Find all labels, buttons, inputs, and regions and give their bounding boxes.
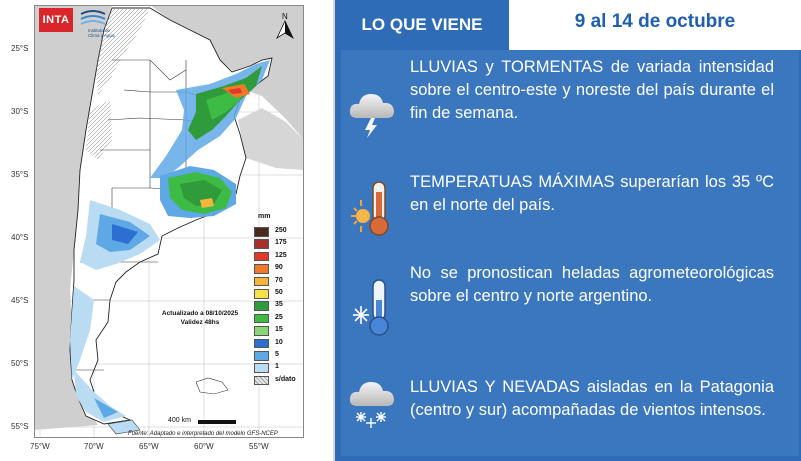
lon-label: 70°W: [84, 442, 104, 451]
lon-label: 65°W: [139, 442, 159, 451]
section-tab: LO QUE VIENE: [335, 0, 509, 50]
legend-swatch: [254, 277, 269, 287]
update-note: [150, 309, 250, 327]
legend-swatch: [254, 289, 269, 299]
source-note: Fuente: Adaptado e interpretado del modelo GFS-NCEP: [128, 431, 278, 437]
malvinas-islands: [196, 378, 228, 394]
lat-label: 30°S: [11, 107, 29, 116]
legend-swatch: [254, 326, 269, 336]
forecast-text-patagonia: LLUVIAS Y NEVADAS aisladas en la Patagonia (centro y sur) acompañadas de vientos intensos.: [410, 378, 774, 419]
lat-label: 45°S: [11, 296, 29, 305]
legend-label: 70: [275, 276, 283, 284]
storm-cloud-icon: [347, 84, 397, 140]
legend-label: 25: [275, 313, 283, 321]
legend-swatch: [254, 314, 269, 324]
lat-label: 25°S: [11, 44, 29, 53]
snow-cloud-icon: [347, 374, 399, 430]
legend-swatch: [254, 351, 269, 361]
forecast-text-frost: No se pronostican heladas agrometeorológicas sobre el centro y norte argentino.: [410, 264, 774, 305]
legend-label: 5: [275, 351, 279, 358]
legend-swatch: [254, 363, 269, 373]
lon-label: 75°W: [30, 442, 50, 451]
legend-label: 175: [275, 239, 287, 247]
legend-swatch: [254, 264, 269, 274]
legend-swatch: [254, 227, 269, 237]
lat-label: 40°S: [11, 233, 29, 242]
legend-label: 35: [275, 301, 283, 309]
legend-label: s/dato: [275, 375, 296, 383]
date-range: 9 al 14 de octubre: [574, 10, 736, 32]
precipitation-map: [0, 0, 332, 461]
legend-swatch: [254, 239, 269, 249]
north-label: N: [282, 12, 288, 21]
legend-swatch: [254, 301, 269, 311]
legend-unit: mm: [258, 213, 271, 220]
lat-label: 55°S: [11, 422, 29, 431]
forecast-text-max-temps: TEMPERATUAS MÁXIMAS superarían los 35 ºC en el norte del país.: [410, 173, 774, 214]
legend-label: 125: [275, 251, 287, 259]
hot-thermometer-icon: [351, 178, 395, 238]
inta-logo: INTA: [39, 8, 73, 32]
legend-label: 15: [275, 326, 283, 334]
north-arrow-icon: [273, 10, 297, 40]
legend-swatch: [254, 339, 269, 349]
legend-swatch: [254, 376, 269, 386]
legend-label: 1: [275, 363, 279, 371]
lat-label: 50°S: [11, 359, 29, 368]
lon-label: 55°W: [249, 442, 269, 451]
update-date: Actualizado a 08/10/2025: [161, 310, 239, 317]
scale-label: 400 km: [168, 417, 191, 424]
date-header: [509, 0, 801, 50]
lon-label: 60°W: [194, 442, 214, 451]
validity: Validez 48hs: [180, 319, 220, 326]
legend-label: 250: [275, 227, 287, 234]
legend-label: 90: [275, 264, 283, 272]
legend-label: 50: [275, 289, 283, 296]
clima-agua-text: Instituto de Clima y Agua: [88, 28, 115, 38]
forecast-text-rain-storms: LLUVIAS y TORMENTAS de variada intensidad sobre el centro-este y noreste del país durante el fin de semana.: [410, 58, 774, 122]
legend-label: 10: [275, 338, 283, 346]
cold-thermometer-icon: [351, 276, 395, 338]
legend-swatch: [254, 252, 269, 262]
lat-label: 35°S: [11, 170, 29, 179]
scale-bar: [198, 420, 236, 424]
